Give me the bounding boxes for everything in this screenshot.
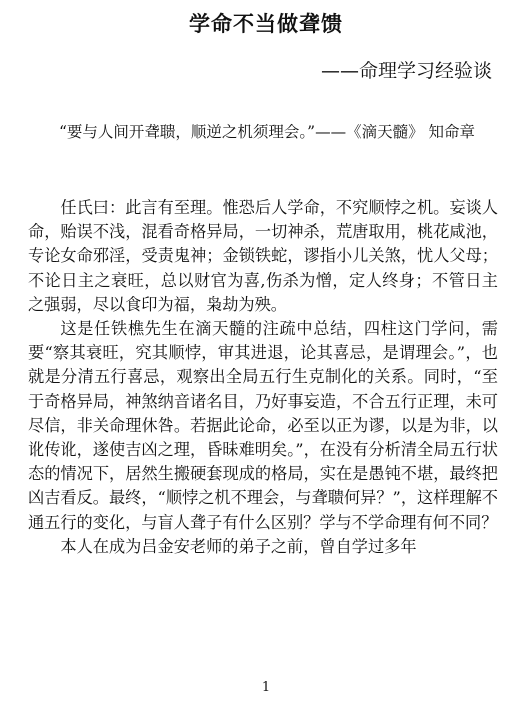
paragraph: 任氏曰：此言有至理。惟恐后人学命，不究顺悖之机。妄谈人命，贻误不浅，混看奇格异局，一切神杀，荒唐取用，桃花咸池，专论女命邪淫，受责鬼神；金锁铁蛇，谬指小儿关煞，忧人父母；不论日主之衰旺，总以财官为喜,伤杀为憎，定人终身；不管日主之强弱，尽以食印为福，枭劫为殃。 xyxy=(28,198,498,314)
paragraph: 本人在成为吕金安老师的弟子之前，曾自学过多年 xyxy=(60,536,417,556)
page-subtitle: ——命理学习经验谈 xyxy=(320,60,492,82)
body-text xyxy=(28,196,498,559)
page-number: 1 xyxy=(261,680,271,695)
page-title: 学命不当做聋馈 xyxy=(189,12,343,36)
epigraph-quote: “要与人间开聋聩，顺逆之机须理会。”——《滴天髓》 知命章 xyxy=(59,123,476,141)
paragraph: 这是任铁樵先生在滴天髓的注疏中总结，四柱这门学问，需要“察其衰旺，究其顺悖，审其进退，论其喜忌，是谓理会。”，也就是分清五行喜忌，观察出全局五行生克制化的关系。同时，“至于奇格异局，神煞纳音诸名目，乃好事妄造，不合五行正理，未可尽信，非关命理休咎。若据此论命，必至以正为谬，以是为非，以讹传讹，遂使吉凶之理，昏昧难明矣。”，在没有分析清全局五行状态的情况下，居然生搬硬套现成的格局，实在是愚钝不堪，最终把凶吉看反。最终，“顺悖之机不理会，与聋聩何异？”，这样理解不通五行的变化，与盲人聋子有什么区别？学与不学命理有何不同？ xyxy=(28,319,498,532)
